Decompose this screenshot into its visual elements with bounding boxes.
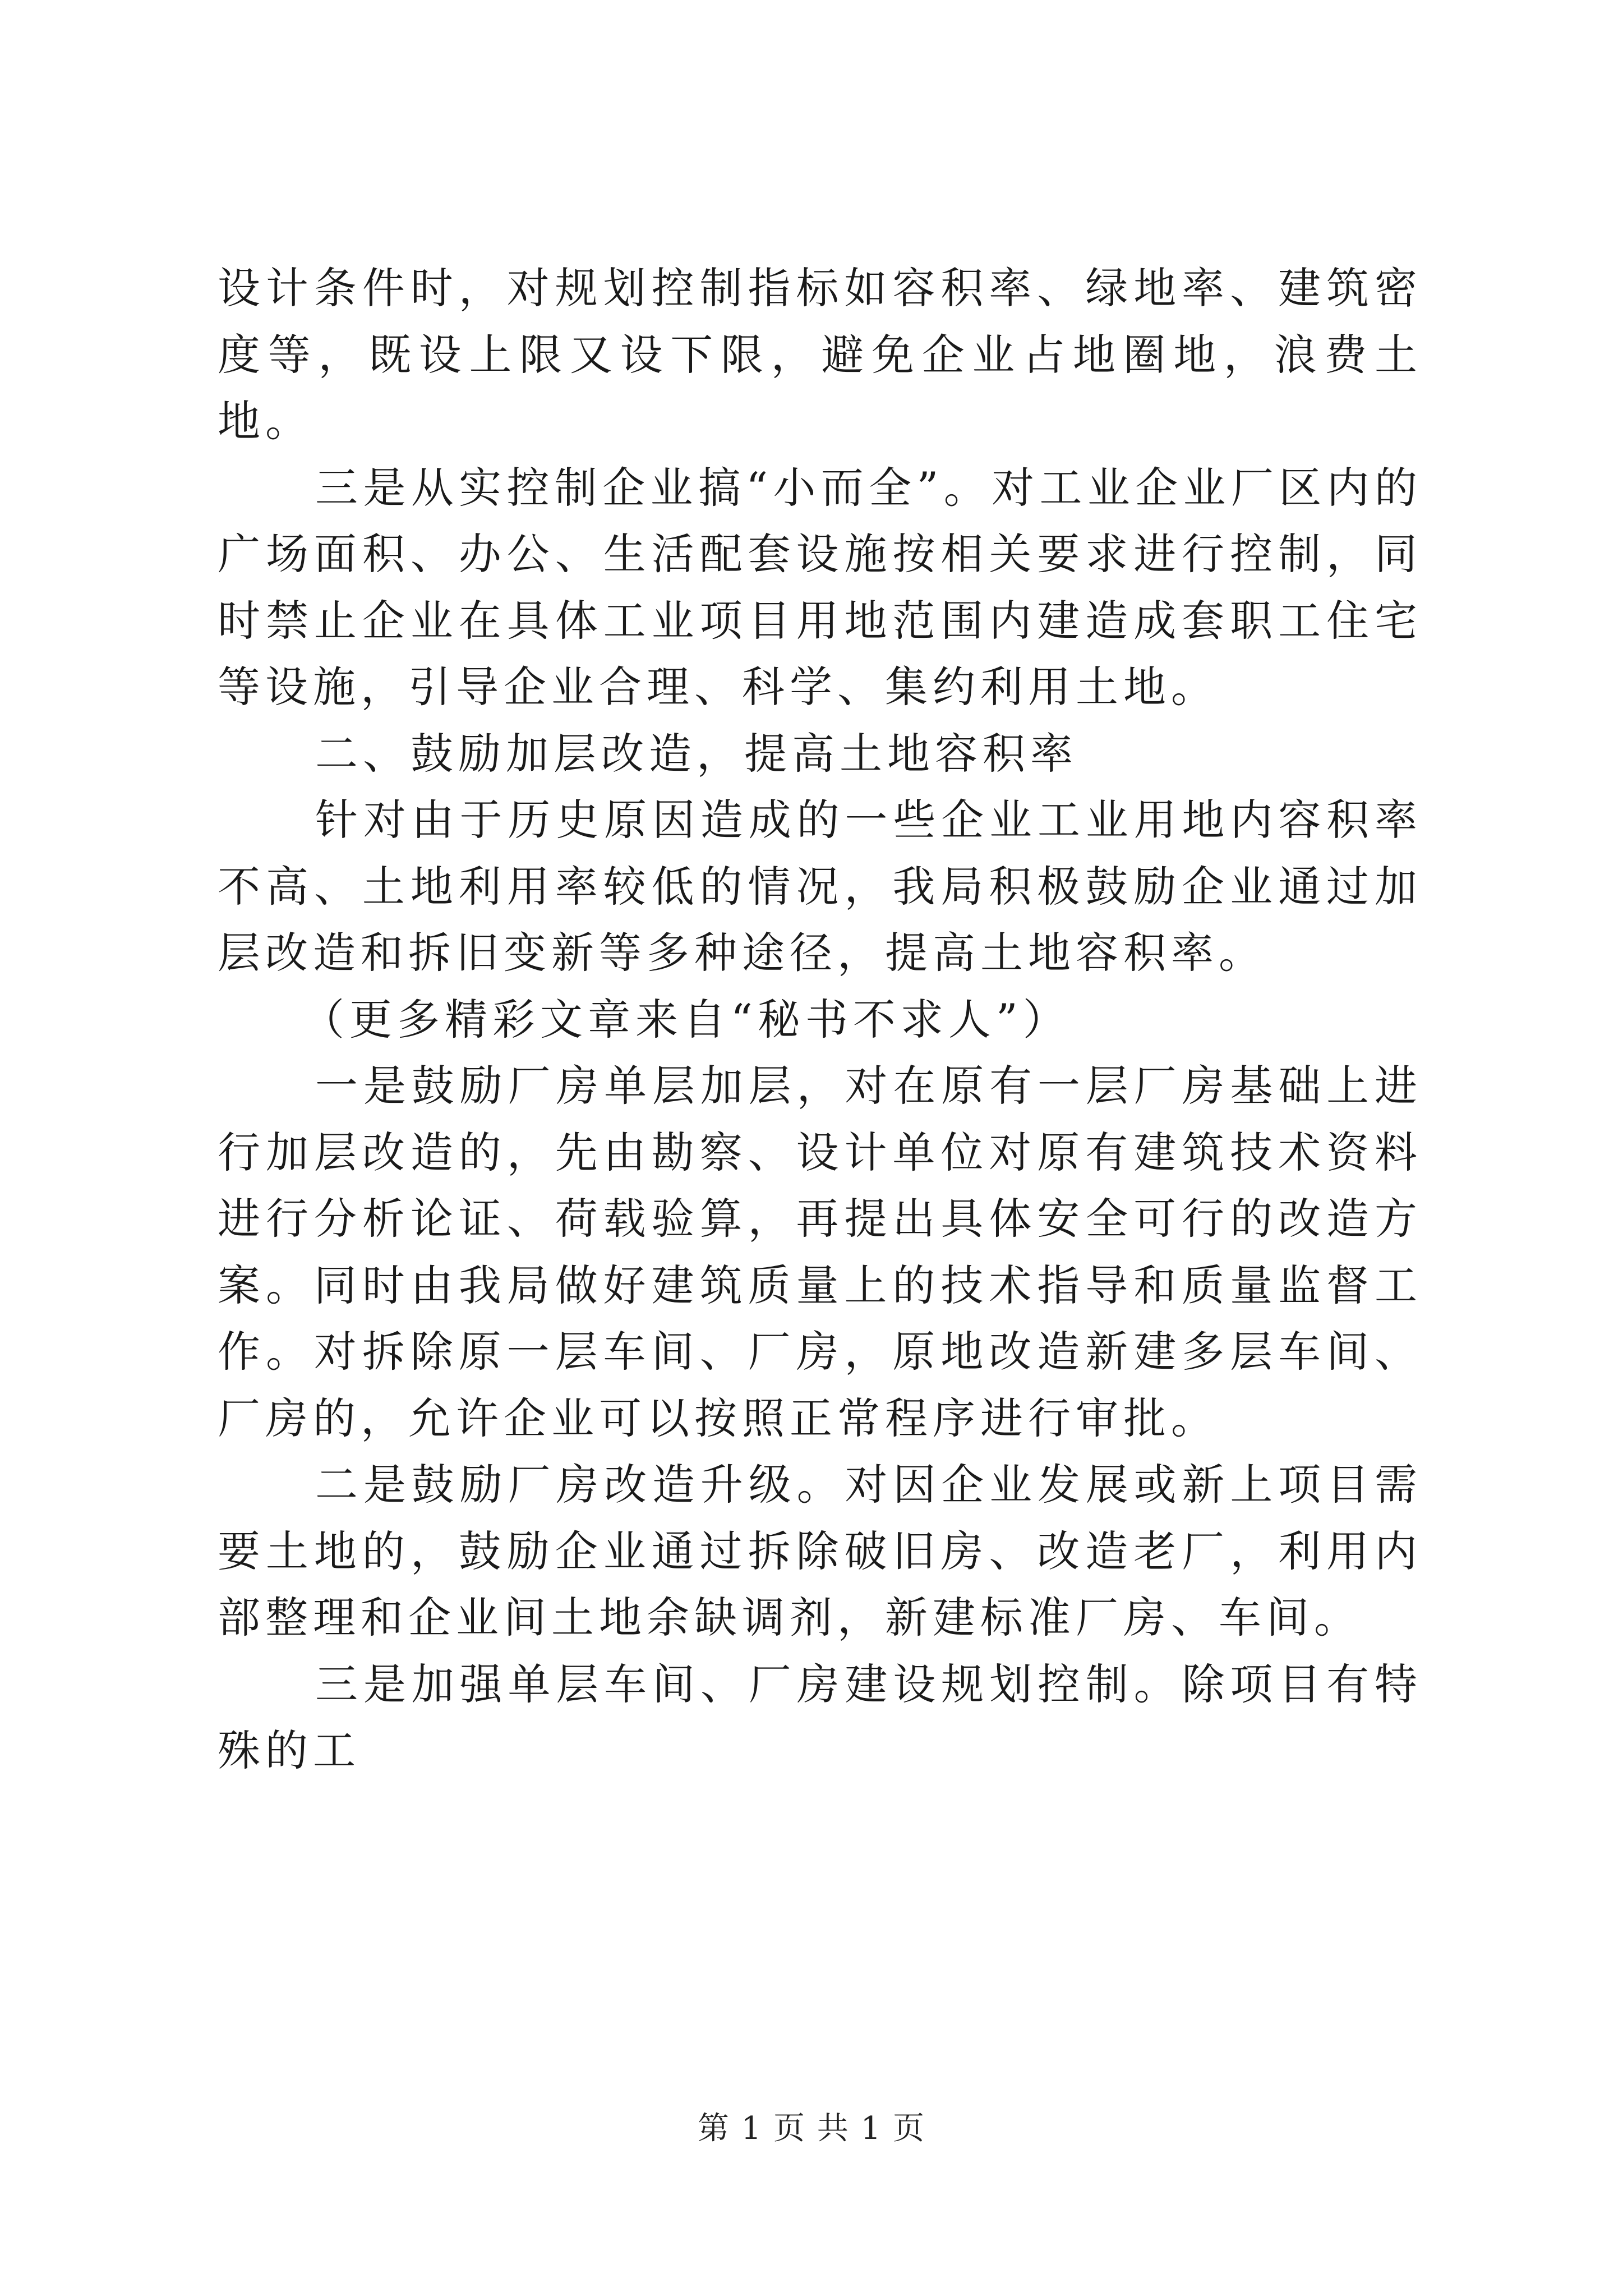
- paragraph-section-intro: 针对由于历史原因造成的一些企业工业用地内容积率不高、土地利用率较低的情况，我局积极鼓励企业通过加层改造和拆旧变新等多种途径，提高土地容积率。: [218, 795, 1422, 978]
- paragraph-point-two: 二是鼓励厂房改造升级。对因企业发展或新上项目需要土地的，鼓励企业通过拆除破旧房、改造老厂，利用内部整理和企业间土地余缺调剂，新建标准厂房、车间。: [218, 1460, 1422, 1642]
- section-heading-two: 二、鼓励加层改造，提高土地容积率: [315, 728, 1078, 779]
- paragraph-point-three: 三是从实控制企业搞“小而全”。对工业企业厂区内的广场面积、办公、生活配套设施按相关要求进行控制，同时禁止企业在具体工业项目用地范围内建造成套职工住宅等设施，引导企业合理、科学、集约利用土地。: [218, 462, 1422, 712]
- document-body: [218, 255, 1422, 1784]
- page-footer: 第 1 页 共 1 页: [697, 2110, 926, 2147]
- paragraph-continuation: 设计条件时，对规划控制指标如容积率、绿地率、建筑密度等，既设上限又设下限，避免企业占地圈地，浪费土地。: [218, 263, 1422, 446]
- paragraph-point-one: 一是鼓励厂房单层加层，对在原有一层厂房基础上进行加层改造的，先由勘察、设计单位对原有建筑技术资料进行分析论证、荷载验算，再提出具体安全可行的改造方案。同时由我局做好建筑质量上的技术指导和质量监督工作。对拆除原一层车间、厂房，原地改造新建多层车间、厂房的，允许企业可以按照正常程序进行审批。: [218, 1061, 1422, 1443]
- source-note: （更多精彩文章来自“秘书不求人”）: [302, 994, 1071, 1045]
- paragraph-point-three-b: 三是加强单层车间、厂房建设规划控制。除项目有特殊的工: [218, 1659, 1422, 1775]
